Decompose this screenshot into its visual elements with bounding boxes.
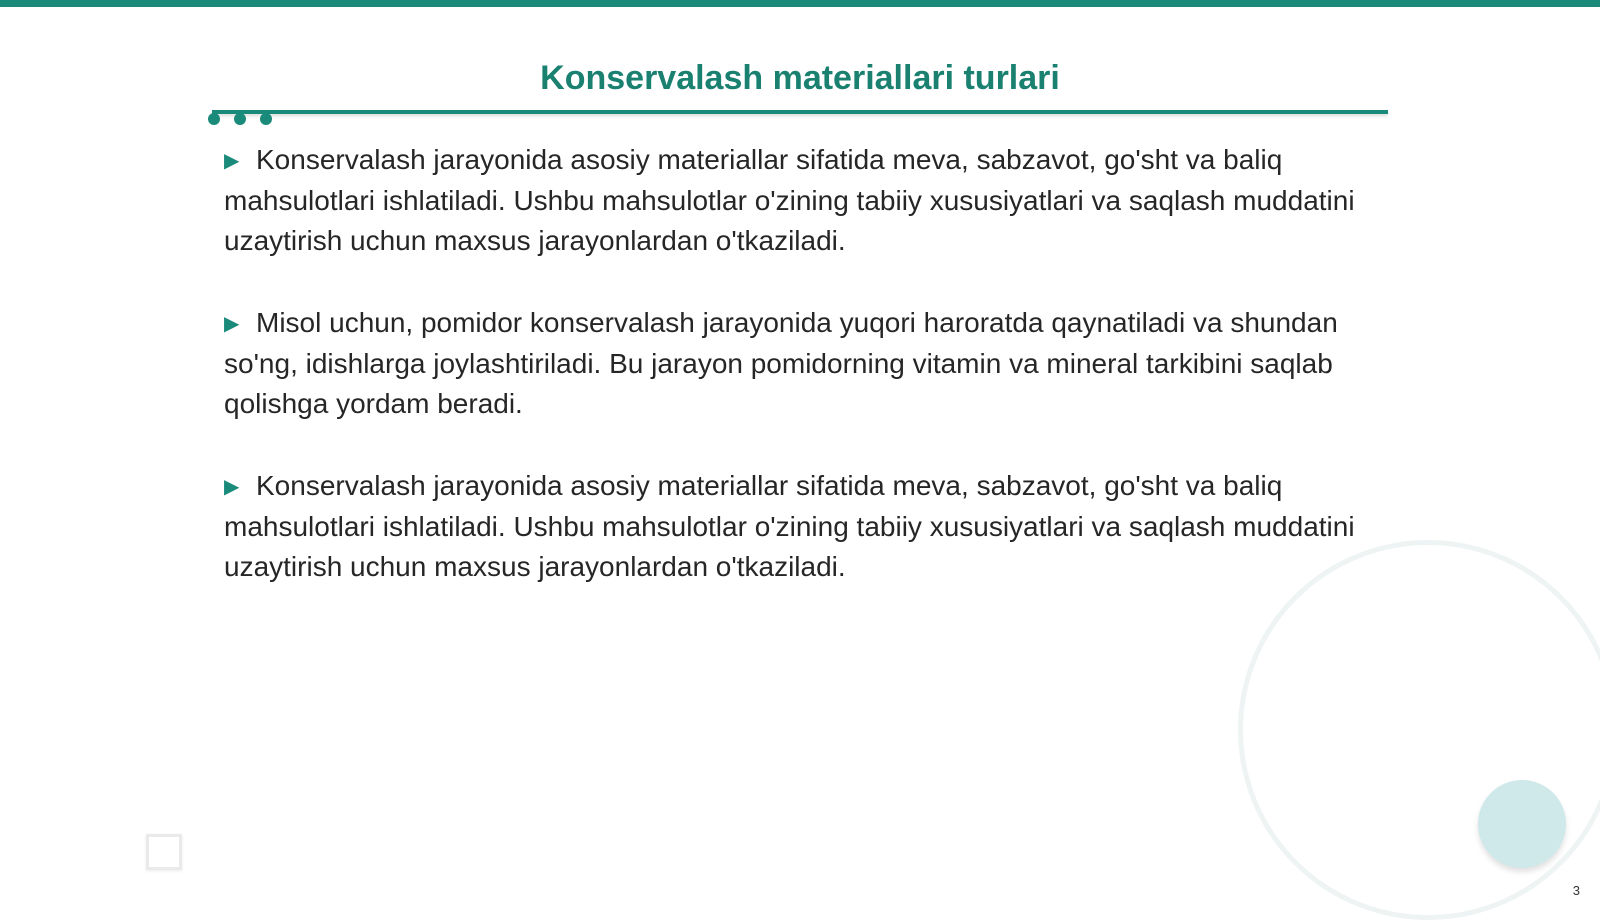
slide-title: Konservalash materiallari turlari [540,59,1060,97]
bullet-text: Misol uchun, pomidor konservalash jarayonida yuqori haroratda qaynatiladi va shundan so'ng, idishlarga joylashtiriladi. Bu jarayon pomidorning vitamin va mineral tarkibini saqlab qolishga yordam beradi. [224,307,1338,419]
bullet-list [224,140,1374,629]
triangle-bullet-icon: ▶ [224,313,240,335]
bullet-text: Konservalash jarayonida asosiy materiallar sifatida meva, sabzavot, go'sht va baliq mahsulotlari ishlatiladi. Ushbu mahsulotlar o'zining tabiiy xususiyatlari va saqlash muddatini uzaytirish uchun maxsus jarayonlardan o'tkaziladi. [224,470,1355,582]
decorative-bubble [1478,780,1566,868]
bullet-text: Konservalash jarayonida asosiy materiallar sifatida meva, sabzavot, go'sht va baliq mahsulotlari ishlatiladi. Ushbu mahsulotlar o'zining tabiiy xususiyatlari va saqlash muddatini uzaytirish uchun maxsus jarayonlardan o'tkaziladi. [224,144,1355,256]
bullet-item [224,466,1374,587]
rule-dot-3 [260,113,272,125]
title-underline [212,110,1388,114]
triangle-bullet-icon: ▶ [224,150,240,172]
bullet-item [224,140,1374,261]
rule-dot-2 [234,113,246,125]
page-number: 3 [1572,883,1580,898]
rule-dot-1 [208,113,220,125]
triangle-bullet-icon: ▶ [224,476,240,498]
decorative-square [146,834,182,870]
bullet-item [224,303,1374,424]
top-accent-bar [0,0,1600,7]
decorative-ring [1238,540,1600,920]
